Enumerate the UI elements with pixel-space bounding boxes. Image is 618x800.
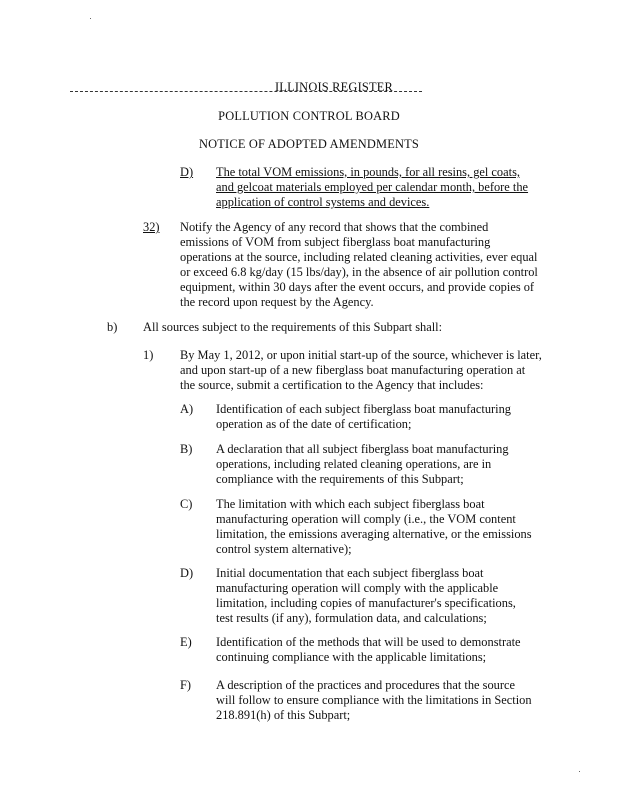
- scan-speck: [90, 18, 91, 19]
- sub-item-c-label: C): [180, 497, 193, 511]
- sub-item-f-label: F): [180, 678, 192, 692]
- sub-item-b-label: B): [180, 442, 193, 456]
- sub-item-a-text: Identification of each subject fiberglass boat manufacturing operation as of the date of certification;: [216, 402, 511, 431]
- item-d-top-label: [180, 165, 193, 180]
- item-b-label: b): [107, 320, 118, 334]
- item-d-top-text: The total VOM emissions, in pounds, for all resins, gel coats, and gelcoat materials employed per calendar month, before the application of control systems and devices.: [216, 165, 529, 209]
- scan-speck: [579, 771, 580, 772]
- item-b-text: All sources subject to the requirements of this Subpart shall:: [143, 320, 443, 334]
- sub-item-a-label: A): [180, 402, 194, 416]
- item-1-text: By May 1, 2012, or upon initial start-up of the source, whichever is later, and upon start-up of a new fiberglass boat manufacturing operation at the source, submit a certification to the Agency that includes:: [180, 348, 542, 392]
- item-d-top-label-text: D): [180, 165, 194, 179]
- sub-item-f-text: A description of the practices and procedures that the source will follow to ensure compliance with the limitations in Section 218.891(h) of this Subpart;: [216, 678, 532, 722]
- item-3-label-text: 32): [143, 220, 160, 234]
- item-3-text: Notify the Agency of any record that shows that the combined emissions of VOM from subject fiberglass boat manufacturing operations at the source, including related cleaning activities, ever equal or exceed 6.8 kg/day (15 lbs/day), in the absence of air pollution control equipment, within 30 days after the event occurs, and provide copies of the record upon request by the Agency.: [180, 220, 538, 309]
- sub-item-b-text: A declaration that all subject fiberglass boat manufacturing operations, including related cleaning operations, are in compliance with the requirements of this Subpart;: [216, 442, 509, 486]
- notice-title: NOTICE OF ADOPTED AMENDMENTS: [198, 137, 420, 151]
- sub-item-d-label: D): [180, 566, 194, 580]
- item-1-label: 1): [143, 348, 154, 362]
- board-title: POLLUTION CONTROL BOARD: [218, 109, 400, 123]
- item-3-label: [143, 220, 160, 235]
- sub-item-c-text: The limitation with which each subject fiberglass boat manufacturing operation will comply (i.e., the VOM content limitation, the emissions averaging alternative, or the emissions control system alternative);: [216, 497, 532, 556]
- sub-item-e-text: Identification of the methods that will be used to demonstrate continuing compliance with the applicable limitations;: [216, 635, 521, 664]
- sub-item-d-text: Initial documentation that each subject fiberglass boat manufacturing operation will comply with the applicable limitation, including copies of manufacturer's specifications, test results (if any), formulation data, and calculations;: [216, 566, 516, 625]
- register-title: ILLINOIS REGISTER: [274, 80, 393, 94]
- sub-item-e-label: E): [180, 635, 192, 649]
